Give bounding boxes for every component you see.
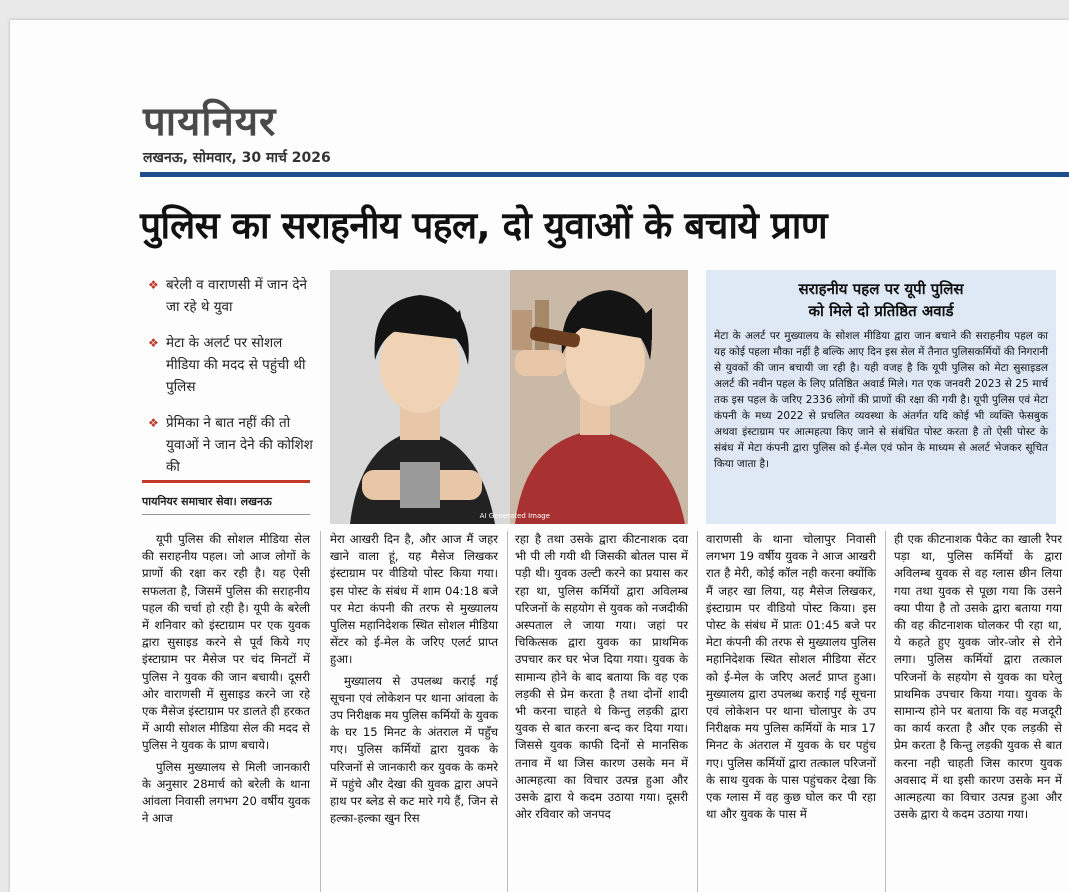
masthead: पायनियर xyxy=(143,99,277,145)
highlight-text: बरेली व वाराणसी में जान देने जा रहे थे युवा xyxy=(166,277,307,315)
highlights-list xyxy=(148,274,320,492)
article-illustration xyxy=(330,270,688,524)
header-rule xyxy=(140,172,1069,177)
diamond-bullet-icon: ❖ xyxy=(148,336,159,350)
article-column-2 xyxy=(330,531,498,831)
sidebar-title xyxy=(706,278,1056,322)
sidebar-title-line: सराहनीय पहल पर यूपी पुलिस xyxy=(798,280,964,298)
paragraph: यूपी पुलिस की सोशल मीडिया सेल की सराहनीय पहल। जो आज लोगों के प्राणों की रक्षा कर रही है। यह ऐसी सफलता है, जिसमें पुलिस की सराहनीय पहल की चर्चा हो रही है। यूपी के बरेली में शनिवार को इंस्टाग्राम पर एक युवक द्वारा सुसाइड करने से पूर्व किये गए इंस्टाग्राम पर मैसेज पर चंद मिनटों में पुलिस ने युवक की जान बचायी। दूसरी ओर वाराणसी में सुसाइड करने जा रहे एक मैसेज इंस्टाग्राम पर डालते ही हरकत में आयी सोशल मीडिया सेल की मदद से पुलिस ने युवक के प्राण बचाये। xyxy=(142,532,310,753)
highlight-text: प्रेमिका ने बात नहीं की तो युवाओं ने जान देने की कोशिश की xyxy=(166,415,313,475)
paragraph: पुलिस मुख्यालय से मिली जानकारी के अनुसार 28मार्च को बरेली के थाना आंवला निवासी लगभग 20 वर्षीय युवक ने आज xyxy=(142,759,310,826)
paragraph: मेरा आखरी दिन है, और आज मैं जहर खाने वाला हूं, यह मैसेज लिखकर इंस्टाग्राम पर वीडियो पोस्ट किया गया। इस पोस्ट के संबंध में शाम 04:18 बजे पर मेटा कंपनी की तरफ से मुख्यालय पुलिस महानिदेशक स्थित सोशल मीडिया सेंटर को ई-मेल के जरिए एलर्ट प्राप्त हुआ। xyxy=(330,532,498,667)
ai-generated-label: AI Generated Image xyxy=(479,512,550,520)
column-divider xyxy=(507,531,508,892)
diamond-bullet-icon: ❖ xyxy=(148,278,159,292)
article-column-4 xyxy=(706,531,876,827)
diamond-bullet-icon: ❖ xyxy=(148,416,159,430)
sidebar-title-line: को मिले दो प्रतिष्ठित अवार्ड xyxy=(808,302,954,320)
article-column-1 xyxy=(142,531,310,831)
column-divider xyxy=(885,531,886,892)
highlight-item xyxy=(148,332,320,398)
highlight-item xyxy=(148,274,320,318)
highlight-text: मेटा के अलर्ट पर सोशल मीडिया की मदद से पहुंची थी पुलिस xyxy=(166,335,306,395)
dateline: लखनऊ, सोमवार, 30 मार्च 2026 xyxy=(143,150,331,166)
article-column-5 xyxy=(894,531,1062,827)
column-divider xyxy=(697,531,698,892)
paragraph: ही एक कीटनाशक पैकेट का खाली रैपर पड़ा था, पुलिस कर्मियों के द्वारा अविलम्ब युवक से वह ग्लास छीन लिया गया तथा युवक से पूछा गया कि उसने क्या पीया है तो उसके द्वारा बताया गया की वह कीटनाशक घोलकर पी रहा था, ये कहते हुए युवक जोर-जोर से रोने लगा। पुलिस कर्मियों द्वारा तत्काल परिजनों के सहयोग से युवक का घरेलु प्राथमिक उपचार किया गया। युवक के सामान्य होने पर बताया कि वह मजदूरी का कार्य करता है और एक लड़की से प्रेम करता है किन्तु लड़की युवक से बात करना नही चाहती जिस कारण युवक अवसाद में था इसी कारण उसके मन में आत्महत्या का विचार उत्पन्न हुआ और उसके द्वारा ये कदम उठाया गया। xyxy=(894,532,1062,822)
highlights-divider xyxy=(142,480,310,483)
byline: पायनियर समाचार सेवा। लखनऊ xyxy=(142,495,272,508)
sidebar-box xyxy=(706,270,1056,524)
headline: पुलिस का सराहनीय पहल, दो युवाओं के बचाये प्राण xyxy=(140,204,828,247)
paragraph: वाराणसी के थाना चोलापुर निवासी लगभग 19 वर्षीय युवक ने आज आखरी रात है मेरी, कोई कॉल नही करना क्योंकि मैं जहर खा लिया, यह मैसेज लिखकर, इंस्टाग्राम पर वीडियो पोस्ट किया। इस पोस्ट के संबंध में प्रातः 01:45 बजे पर मेटा कंपनी की तरफ से मुख्यालय पुलिस महानिदेशक स्थित सोशल मीडिया सेंटर को ई-मेल के जरिए अलर्ट प्राप्त हुआ। मुख्यालय द्वारा उपलब्ध कराई गई सूचना एवं लोकेशन पर थाना चोलापुर के उप निरीक्षक मय पुलिस कर्मियों के मात्र 17 मिनट के अंतराल में युवक के घर पहुंच गए। पुलिस कर्मियों द्वारा तत्काल परिजनों के साथ युवक के पास पहुंचकर देखा कि एक ग्लास में वह कुछ घोल कर पी रहा था और युवक के पास में xyxy=(706,532,876,822)
byline-divider xyxy=(142,514,310,515)
column-divider xyxy=(320,531,321,892)
illustration-two-young-men-icon xyxy=(330,270,688,524)
article-column-3 xyxy=(515,531,688,827)
paragraph: मुख्यालय से उपलब्ध कराई गई सूचना एवं लोकेशन पर थाना आंवला के उप निरीक्षक मय पुलिस कर्मियों के युवक के घर 15 मिनट के अंतराल में पहुँच गए। पुलिस कर्मियों द्वारा युवक के परिजनों से जानकारी कर युवक के कमरे में पहुंचे और देखा की युवक द्वारा अपने हाथ पर ब्लेड से कट मारे गये हैं, जिन से हल्का-हल्का खुन रिस xyxy=(330,673,498,826)
sidebar-body: मेटा के अलर्ट पर मुख्यालय के सोशल मीडिया द्वारा जान बचाने की सराहनीय पहल का यह कोई पहला मौका नहीं है बल्कि आए दिन इस सेल में तैनात पुलिसकर्मियों की निगरानी से युवकों की जान बचायी जा रही है। यही वजह है कि यूपी पुलिस को मेटा सुसाइडल अलर्ट की नवीन पहल के लिए प्रतिष्ठित अवार्ड मिले। गत एक जनवरी 2023 से 25 मार्च तक इस पहल के जरिए 2336 लोगों की प्राणों की रक्षा की गयी है। यूपी पुलिस एवं मेटा कंपनी के मध्य 2022 से प्रचलित व्यवस्था के अंतर्गत यदि कोई भी व्यक्ति फेसबुक अथवा इंस्टाग्राम पर आत्महत्या किए जाने से संबंधित पोस्ट करता है तो ऐसी पोस्ट के संबंध में मेटा कंपनी द्वारा पुलिस को ई-मेल एवं फोन के माध्यम से अलर्ट भेजकर सूचित किया जाता है। xyxy=(714,330,1048,470)
highlight-item xyxy=(148,412,320,478)
paragraph: रहा है तथा उसके द्वारा कीटनाशक दवा भी पी ली गयी थी जिसकी बोतल पास में पड़ी थी। युवक उल्टी करने का प्रयास कर रहा था, पुलिस कर्मियों द्वारा अविलम्ब परिजनों के सहयोग से युवक को नजदीकी अस्पताल ले जाया गया। जहां पर चिकित्सक द्वारा युवक का प्राथमिक उपचार कर घर भेज दिया गया। युवक के सामान्य होने के बाद बताया कि वह एक लड़की से प्रेम करता है तथा दोनों शादी भी करना चाहते थे किन्तु लड़की द्वारा युवक से बात करना बन्द कर दिया गया। जिससे युवक काफी दिनों से मानसिक तनाव में था जिस कारण उसके मन में आत्महत्या का विचार उत्पन्न हुआ और उसके द्वारा ये कदम उठाया गया। दूसरी ओर रविवार को जनपद xyxy=(515,532,688,822)
